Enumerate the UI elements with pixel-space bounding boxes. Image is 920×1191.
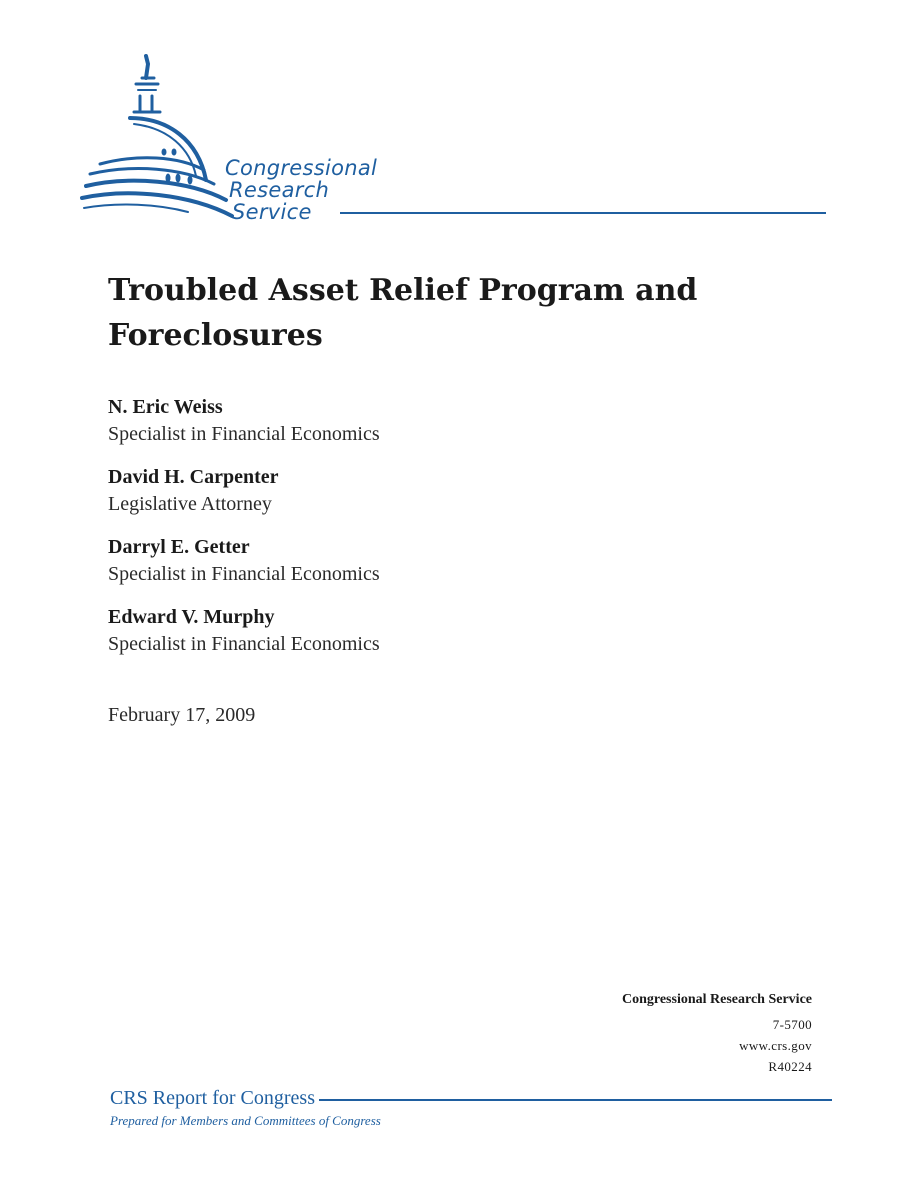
report-date: February 17, 2009 <box>108 704 256 726</box>
logo-text-research: Research <box>229 178 330 202</box>
author-role: Legislative Attorney <box>108 493 272 515</box>
logo-text-service: Service <box>232 200 312 224</box>
report-title: Troubled Asset Relief Program and Foreclosures <box>108 273 698 353</box>
author-entry <box>108 464 608 518</box>
report-footer <box>110 1085 832 1130</box>
report-footer-subtitle: Prepared for Members and Committees of Congress <box>110 1113 381 1128</box>
logo-text-congressional: Congressional <box>225 156 378 180</box>
capitol-dome-icon <box>78 52 238 227</box>
author-entry <box>108 534 608 588</box>
author-entry <box>108 394 608 448</box>
crs-org-name: Congressional Research Service <box>621 992 812 1007</box>
logo-rule <box>340 212 826 214</box>
crs-phone: 7-5700 <box>772 1017 812 1032</box>
crs-info-block <box>622 990 812 1077</box>
crs-report-number: R40224 <box>768 1059 812 1074</box>
report-footer-title: CRS Report for Congress <box>110 1085 319 1111</box>
author-role: Specialist in Financial Economics <box>108 633 380 655</box>
author-list <box>108 394 608 674</box>
author-name: David H. Carpenter <box>108 466 279 488</box>
author-name: N. Eric Weiss <box>108 396 223 418</box>
crs-website-link[interactable]: www.crs.gov <box>739 1038 812 1053</box>
author-entry <box>108 604 608 658</box>
author-role: Specialist in Financial Economics <box>108 563 380 585</box>
author-role: Specialist in Financial Economics <box>108 423 380 445</box>
author-name: Darryl E. Getter <box>108 536 250 558</box>
crs-logo <box>78 52 838 227</box>
report-footer-title-row <box>110 1085 832 1111</box>
author-name: Edward V. Murphy <box>108 606 275 628</box>
